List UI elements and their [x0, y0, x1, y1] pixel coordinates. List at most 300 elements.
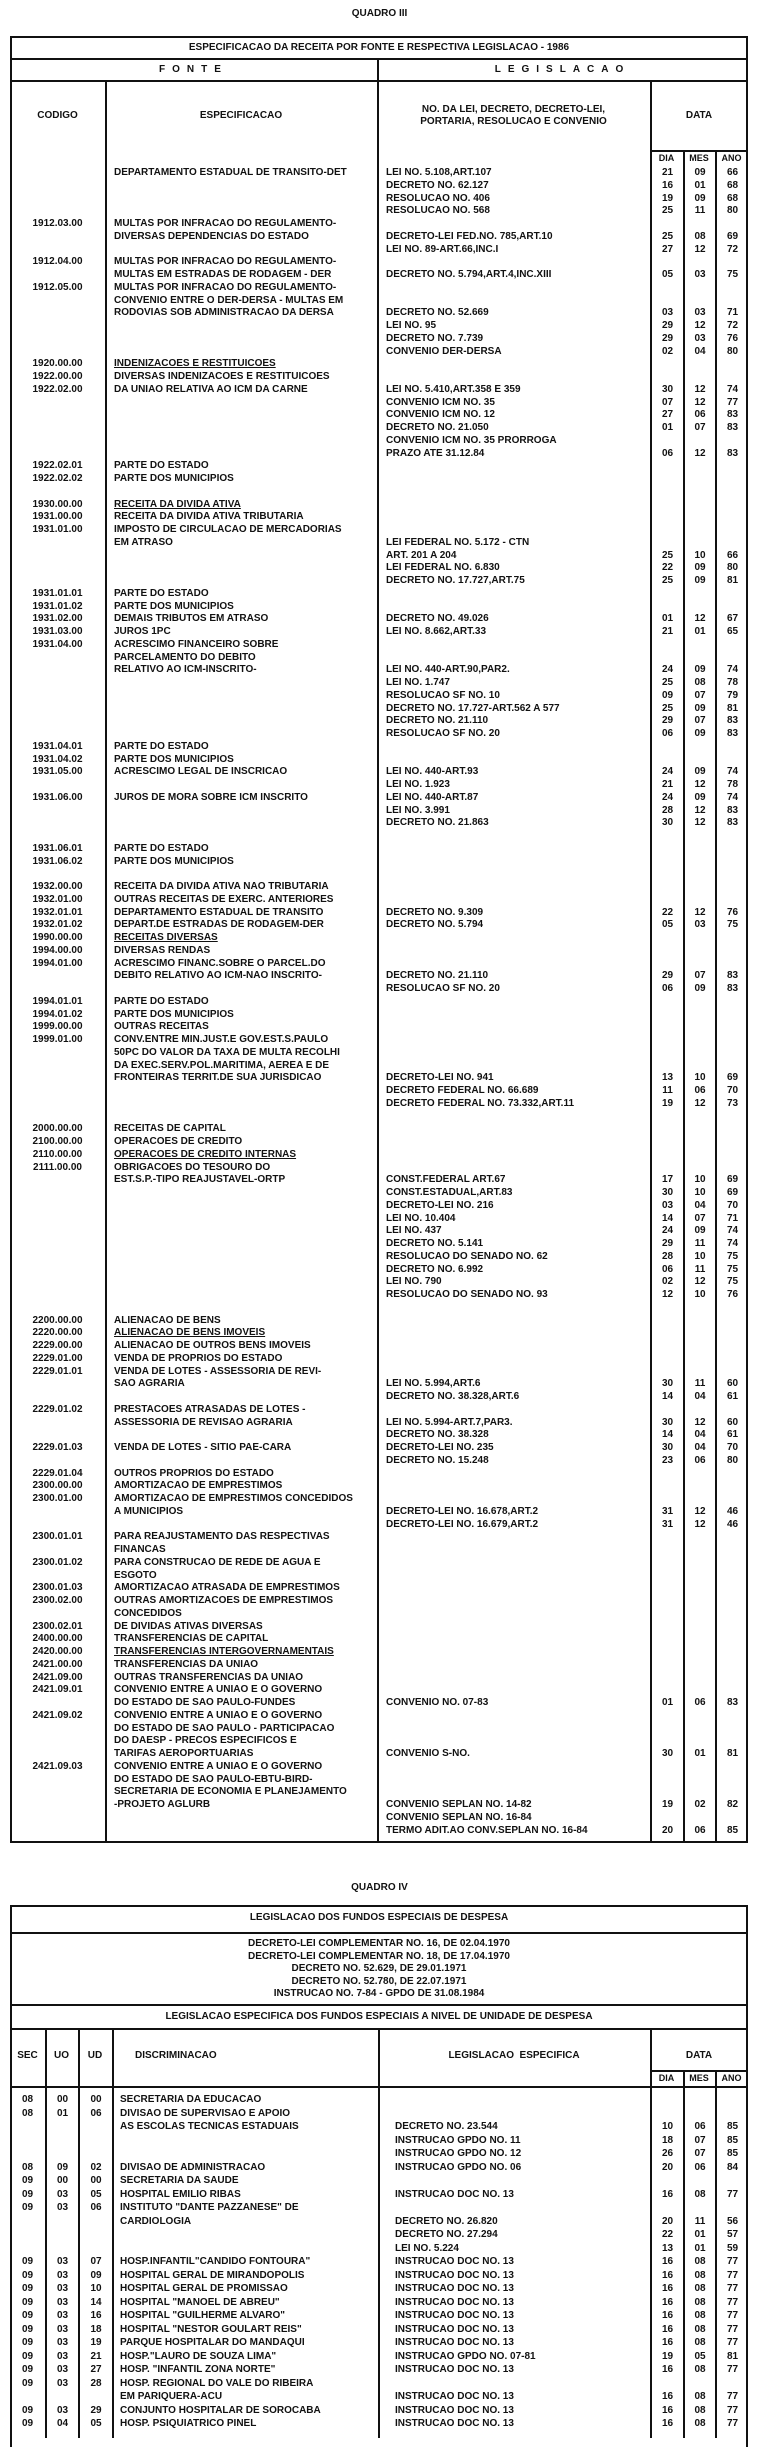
mes-cell: 08 [694, 2296, 706, 2308]
table-row [0, 703, 759, 715]
table-row [0, 537, 759, 549]
codigo-cell: 1994.01.02 [32, 1008, 83, 1020]
ano-cell: 77 [726, 2296, 739, 2308]
codigo-cell: 1999.00.00 [32, 1021, 83, 1033]
discriminacao-cell: HOSPITAL "NESTOR GOULART REIS" [120, 2323, 302, 2335]
table-row [0, 486, 759, 498]
mes-cell: 01 [694, 2229, 706, 2240]
codigo-cell: 2220.00.00 [32, 1327, 83, 1339]
dia-cell: 07 [661, 396, 674, 408]
ano-cell: 80 [726, 562, 739, 574]
codigo-cell: 2229.01.01 [32, 1365, 83, 1377]
mes-cell: 10 [694, 1072, 706, 1084]
especificacao-cell: CONCEDIDOS [114, 1607, 182, 1619]
ano-cell: 83 [726, 447, 739, 459]
ano-cell: 77 [726, 2364, 739, 2375]
table-row [0, 2256, 759, 2268]
table-row [0, 792, 759, 804]
ud-cell: 21 [90, 2350, 102, 2362]
mes-cell: 10 [694, 1289, 706, 1300]
dia-cell: 19 [661, 1799, 674, 1810]
table-row [0, 958, 759, 970]
ano-cell: 74 [726, 1225, 739, 1237]
fonte-header: FONTE [159, 64, 228, 75]
sec-cell: 09 [21, 2337, 34, 2348]
uo-cell: 03 [56, 2404, 69, 2416]
dia-cell: 25 [661, 549, 674, 561]
mes-cell: 12 [694, 906, 706, 918]
mes-cell: 12 [694, 804, 706, 816]
legislacao-cell: CONVENIO DER-DERSA [386, 345, 502, 357]
table-row [0, 2337, 759, 2349]
table-row [0, 2243, 759, 2255]
codigo-cell: 2100.00.00 [32, 1136, 83, 1147]
mes-cell: 12 [694, 383, 706, 395]
table-row [0, 715, 759, 727]
mes-cell: 04 [694, 1442, 706, 1453]
discriminacao-cell: HOSP. "INFANTIL ZONA NORTE" [120, 2364, 276, 2375]
table-row [0, 2310, 759, 2322]
codigo-cell: 2300.01.00 [32, 1493, 83, 1504]
mes-cell: 11 [694, 1238, 706, 1249]
legislacao-cell: DECRETO-LEI NO. 941 [386, 1072, 494, 1084]
mes-cell: 01 [694, 626, 706, 637]
decree-line: DECRETO NO. 52.629, DE 29.01.1971 [291, 1963, 467, 1974]
especificacao-cell: CONVENIO ENTRE O DER-DERSA - MULTAS EM [114, 294, 344, 306]
legislacao-cell: RESOLUCAO SF NO. 20 [386, 983, 500, 994]
table-row [0, 435, 759, 447]
table-row [0, 1302, 759, 1314]
legislacao-cell: CONVENIO SEPLAN NO. 16-84 [386, 1811, 532, 1823]
especificacao-cell: ALIENACAO DE OUTROS BENS IMOVEIS [114, 1340, 311, 1351]
legislacao-cell: DECRETO NO. 17.727-ART.562 A 577 [386, 702, 560, 714]
ano-cell: 75 [726, 269, 739, 280]
codigo-cell: 1990.00.00 [32, 932, 83, 943]
sec-cell: 08 [21, 2094, 34, 2105]
codigo-cell: 1931.04.00 [32, 638, 83, 650]
legislacao-col-header-1: NO. DA LEI, DECRETO, DECRETO-LEI, [421, 104, 606, 115]
dia-cell: 19 [661, 192, 674, 204]
discriminacao-cell: DIVISAO DE SUPERVISAO E APOIO [120, 2107, 291, 2119]
ano-cell: 60 [726, 1416, 739, 1428]
table-row [0, 282, 759, 294]
codigo-cell: 2111.00.00 [33, 1161, 82, 1173]
dia-cell: 24 [661, 1225, 674, 1237]
ano-cell: 77 [726, 2310, 739, 2321]
legislacao-cell: CONVENIO ICM NO. 35 [386, 396, 495, 408]
especificacao-cell: PARA REAJUSTAMENTO DAS RESPECTIVAS [114, 1531, 330, 1543]
legislacao-cell: INSTRUCAO GPDO NO. 07-81 [395, 2350, 536, 2362]
codigo-cell: 1922.02.02 [32, 473, 83, 484]
ano-cell: 83 [726, 1697, 739, 1708]
legislacao-cell: RESOLUCAO NO. 568 [386, 205, 490, 217]
legislacao-cell: CONVENIO SEPLAN NO. 14-82 [386, 1799, 532, 1810]
legislacao-cell: INSTRUCAO DOC NO. 13 [395, 2283, 514, 2294]
ano-cell: 74 [726, 766, 739, 778]
table-row [0, 244, 759, 256]
table-row [0, 1034, 759, 1046]
legislacao-header: LEGISLACAO [494, 64, 631, 75]
dia-cell: 28 [661, 1250, 674, 1262]
especificacao-cell: CONVENIO ENTRE A UNIAO E O GOVERNO [114, 1709, 323, 1721]
table-row [0, 677, 759, 689]
ano-cell: 79 [726, 689, 739, 701]
especificacao-cell: PARTE DOS MUNICIPIOS [114, 1008, 234, 1020]
especificacao-cell: PARTE DO ESTADO [114, 995, 209, 1007]
table-row [0, 269, 759, 281]
table-row [0, 1251, 759, 1263]
legislacao-cell: CONVENIO ICM NO. 12 [386, 409, 495, 421]
especificacao-cell: TARIFAS AEROPORTUARIAS [114, 1748, 254, 1759]
dia-cell: 22 [661, 906, 674, 918]
ano-cell: 75 [726, 1250, 739, 1262]
data-header-q4: DATA [685, 2050, 713, 2061]
table-row [0, 2297, 759, 2309]
mes-cell: 09 [694, 664, 706, 676]
dia-cell: 02 [661, 1276, 674, 1288]
dia-cell: 23 [661, 1454, 674, 1466]
codigo-cell: 2229.01.00 [32, 1352, 83, 1364]
sec-cell: 09 [21, 2256, 34, 2267]
table-row [0, 1353, 759, 1365]
ud-cell: 06 [90, 2107, 102, 2119]
dia-cell: 30 [661, 1748, 674, 1759]
mes-cell: 07 [694, 715, 706, 727]
ano-cell: 68 [726, 192, 739, 204]
codigo-cell: 1931.01.01 [32, 587, 83, 599]
table-row [0, 384, 759, 396]
dia-cell: 05 [661, 919, 674, 931]
quadro-iv-subtitle: LEGISLACAO ESPECIFICA DOS FUNDOS ESPECIAIS A NIVEL DE UNIDADE DE DESPESA [165, 2011, 593, 2022]
codigo-cell: 1931.04.01 [32, 740, 83, 752]
table-row [0, 1761, 759, 1773]
codigo-cell: 2300.00.00 [32, 1480, 83, 1492]
codigo-cell: 1931.03.00 [32, 626, 83, 637]
especificacao-cell: ACRESCIMO LEGAL DE INSCRICAO [114, 766, 288, 778]
especificacao-cell: DA EXEC.SERV.POL.MARITIMA, AEREA E DE [114, 1059, 330, 1071]
table-row [0, 805, 759, 817]
ano-cell: 65 [726, 626, 739, 637]
uo-cell: 09 [56, 2161, 69, 2173]
discriminacao-cell: HOSPITAL EMILIO RIBAS [120, 2188, 241, 2200]
mes-cell: 04 [694, 1391, 706, 1402]
mes-cell: 12 [694, 396, 706, 408]
legislacao-cell: LEI NO. 440-ART.90,PAR2. [386, 664, 510, 676]
mes-cell: 11 [694, 2215, 706, 2227]
ano-cell: 77 [726, 2418, 739, 2429]
legislacao-cell: DECRETO-LEI FED.NO. 785,ART.10 [386, 230, 553, 242]
uo-cell: 03 [56, 2269, 69, 2281]
table-row [0, 524, 759, 536]
ano-cell: 57 [726, 2229, 739, 2240]
dia-cell: 01 [661, 613, 674, 625]
table-row [0, 511, 759, 523]
table-row [0, 1213, 759, 1225]
dia-cell: 31 [661, 1505, 674, 1517]
table-row [0, 1289, 759, 1301]
legislacao-cell: LEI NO. 5.994,ART.6 [386, 1378, 481, 1390]
discriminacao-cell: HOSP."LAURO DE SOUZA LIMA" [120, 2350, 277, 2362]
table-row [0, 193, 759, 205]
especificacao-cell: DO ESTADO DE SAO PAULO - PARTICIPACAO [114, 1722, 335, 1734]
legislacao-cell: INSTRUCAO DOC NO. 13 [395, 2418, 514, 2429]
dia-cell: 06 [661, 728, 674, 739]
discriminacao-cell: EM PARIQUERA-ACU [120, 2391, 223, 2402]
legislacao-cell: DECRETO NO. 27.294 [395, 2229, 498, 2240]
table-row [0, 2108, 759, 2120]
dia-cell: 16 [661, 2310, 674, 2321]
table-row [0, 2216, 759, 2228]
codigo-cell: 1931.01.02 [32, 600, 83, 612]
table-row [0, 1557, 759, 1569]
table-row [0, 1480, 759, 1492]
ano-cell: 75 [726, 1263, 739, 1275]
ano-cell: 84 [726, 2161, 739, 2173]
especificacao-cell: OUTROS PROPRIOS DO ESTADO [114, 1467, 274, 1479]
uo-cell: 03 [56, 2202, 69, 2213]
uo-cell: 03 [56, 2323, 69, 2335]
table-row [0, 601, 759, 613]
especificacao-cell: OUTRAS TRANSFERENCIAS DA UNIAO [114, 1671, 304, 1683]
codigo-cell: 1932.01.00 [32, 893, 83, 905]
codigo-cell: 1931.00.00 [32, 511, 83, 523]
legislacao-cell: LEI NO. 10.404 [386, 1212, 456, 1224]
table-row [0, 218, 759, 230]
mes-cell: 07 [694, 2148, 706, 2159]
especificacao-cell: DO DAESP - PRECOS ESPECIFICOS E [114, 1735, 297, 1747]
uo-cell: 03 [56, 2337, 69, 2348]
dia-cell: 18 [661, 2134, 674, 2146]
ano-cell: 72 [726, 320, 739, 331]
sec-cell: 09 [21, 2188, 34, 2200]
ud-cell: 10 [90, 2283, 102, 2294]
table-row [0, 1544, 759, 1556]
dia-cell: 16 [661, 2188, 674, 2200]
table-row [0, 1174, 759, 1186]
legislacao-cell: INSTRUCAO DOC NO. 13 [395, 2404, 514, 2416]
legislacao-cell: LEI FEDERAL NO. 6.830 [386, 562, 500, 574]
discriminacao-cell: CARDIOLOGIA [120, 2215, 192, 2227]
codigo-cell: 2421.09.00 [32, 1671, 83, 1683]
table-row [0, 1187, 759, 1199]
table-row [0, 1570, 759, 1582]
uo-cell: 03 [56, 2283, 69, 2294]
mes-cell: 12 [694, 1518, 706, 1530]
codigo-cell: 1932.01.01 [32, 906, 83, 918]
table-row [0, 346, 759, 358]
codigo-cell: 1922.02.00 [32, 383, 83, 395]
legislacao-cell: DECRETO NO. 5.141 [386, 1238, 484, 1249]
dia-cell: 16 [661, 2296, 674, 2308]
especificacao-cell: AMORTIZACAO DE EMPRESTIMOS CONCEDIDOS [114, 1493, 353, 1504]
legislacao-cell: DECRETO FEDERAL NO. 73.332,ART.11 [386, 1097, 575, 1109]
legislacao-cell: INSTRUCAO DOC NO. 13 [395, 2188, 514, 2200]
mes-cell: 10 [694, 1187, 706, 1198]
ano-cell: 85 [726, 2148, 739, 2159]
especificacao-cell: IMPOSTO DE CIRCULACAO DE MERCADORIAS [114, 524, 342, 535]
mes-cell: 08 [694, 230, 706, 242]
legislacao-cell: LEI NO. 1.923 [386, 779, 450, 790]
dia-cell: 16 [661, 2404, 674, 2416]
legislacao-cell: LEI NO. 440-ART.87 [386, 791, 479, 803]
legislacao-cell: INSTRUCAO DOC NO. 13 [395, 2310, 514, 2321]
discriminacao-cell: INSTITUTO "DANTE PAZZANESE" DE [120, 2202, 299, 2213]
table-row [0, 945, 759, 957]
dia-header-q4: DIA [658, 2073, 675, 2083]
dia-cell: 01 [661, 422, 674, 433]
legislacao-cell: CONVENIO ICM NO. 35 PRORROGA [386, 434, 557, 446]
codigo-cell: 1994.01.01 [32, 995, 83, 1007]
mes-cell: 06 [694, 2161, 706, 2173]
discriminacao-cell: HOSP. PSIQUIATRICO PINEL [120, 2418, 257, 2429]
especificacao-cell: PARCELAMENTO DO DEBITO [114, 651, 256, 663]
dia-cell: 25 [661, 230, 674, 242]
table-row [0, 1812, 759, 1824]
uo-cell: 03 [56, 2364, 69, 2375]
ano-cell: 77 [726, 2391, 739, 2402]
ano-cell: 85 [726, 2134, 739, 2146]
mes-cell: 09 [694, 562, 706, 574]
table-row [0, 1162, 759, 1174]
dia-cell: 22 [661, 2229, 674, 2240]
legislacao-cell: INSTRUCAO DOC NO. 13 [395, 2364, 514, 2375]
codigo-cell: 1922.02.01 [32, 460, 83, 472]
especificacao-cell: AMORTIZACAO DE EMPRESTIMOS [114, 1480, 283, 1492]
especificacao-cell: INDENIZACOES E RESTITUICOES [114, 358, 276, 370]
legislacao-cell: ART. 201 A 204 [386, 549, 457, 561]
especificacao-cell: OBRIGACOES DO TESOURO DO [114, 1161, 271, 1173]
discriminacao-cell: CONJUNTO HOSPITALAR DE SOROCABA [120, 2404, 321, 2416]
table-row [0, 2418, 759, 2430]
legislacao-cell: INSTRUCAO GPDO NO. 06 [395, 2161, 522, 2173]
mes-cell: 08 [694, 2323, 706, 2335]
legislacao-col-header-2: PORTARIA, RESOLUCAO E CONVENIO [420, 116, 607, 127]
dia-cell: 25 [661, 702, 674, 714]
codigo-cell: 2400.00.00 [32, 1633, 83, 1645]
table-row [0, 371, 759, 383]
ano-cell: 81 [726, 702, 739, 714]
dia-cell: 12 [661, 1289, 674, 1300]
table-row [0, 1595, 759, 1607]
sec-cell: 08 [21, 2107, 34, 2119]
legislacao-cell: DECRETO NO. 21.863 [386, 817, 489, 829]
especificacao-cell: ESGOTO [114, 1569, 157, 1581]
dia-cell: 09 [661, 689, 674, 701]
mes-cell: 11 [694, 1263, 706, 1275]
legislacao-cell: CONST.FEDERAL ART.67 [386, 1174, 506, 1186]
mes-cell: 12 [694, 1505, 706, 1517]
dia-cell: 29 [661, 970, 674, 982]
especificacao-cell: DO ESTADO DE SAO PAULO-EBTU-BIRD- [114, 1773, 313, 1785]
mes-cell: 04 [694, 345, 706, 357]
ano-cell: 73 [726, 1097, 739, 1109]
especificacao-cell: CONVENIO ENTRE A UNIAO E O GOVERNO [114, 1684, 323, 1696]
especificacao-cell: DEBITO RELATIVO AO ICM-NAO INSCRITO- [114, 970, 322, 982]
especificacao-cell: AMORTIZACAO ATRASADA DE EMPRESTIMOS [114, 1582, 340, 1594]
especificacao-cell: DA UNIAO RELATIVA AO ICM DA CARNE [114, 383, 308, 395]
dia-cell: 30 [661, 1378, 674, 1390]
mes-cell: 12 [694, 447, 706, 459]
mes-cell: 09 [694, 983, 706, 994]
table-row [0, 1225, 759, 1237]
sec-cell: 09 [21, 2296, 34, 2308]
table-row [0, 460, 759, 472]
table-row [0, 333, 759, 345]
table-row [0, 575, 759, 587]
codigo-cell: 2110.00.00 [32, 1148, 83, 1160]
table-row [0, 2094, 759, 2106]
ano-cell: 83 [726, 409, 739, 421]
table-row [0, 983, 759, 995]
dia-cell: 26 [661, 2148, 674, 2159]
legislacao-cell: INSTRUCAO DOC NO. 13 [395, 2296, 514, 2308]
ud-cell: 02 [90, 2161, 102, 2173]
uo-cell: 04 [56, 2418, 69, 2429]
ano-cell: 60 [726, 1378, 739, 1390]
especificacao-cell: PARTE DO ESTADO [114, 587, 209, 599]
table-row [0, 231, 759, 243]
codigo-cell: 1912.03.00 [32, 218, 83, 229]
legislacao-cell: INSTRUCAO GPDO NO. 11 [395, 2134, 521, 2146]
dia-cell: 30 [661, 1442, 674, 1453]
dia-cell: 10 [661, 2121, 674, 2132]
table-row [0, 2229, 759, 2241]
table-row [0, 1646, 759, 1658]
dia-cell: 20 [661, 2215, 674, 2227]
ud-cell: 14 [90, 2296, 102, 2308]
legislacao-cell: INSTRUCAO DOC NO. 13 [395, 2323, 514, 2335]
table-row [0, 180, 759, 192]
especificacao-cell: ASSESSORIA DE REVISAO AGRARIA [114, 1416, 293, 1428]
mes-cell: 06 [694, 1697, 706, 1708]
especificacao-cell: PARTE DO ESTADO [114, 842, 209, 854]
ano-cell: 85 [726, 1824, 739, 1836]
discriminacao-header: DISCRIMINACAO [135, 2050, 217, 2061]
especificacao-cell: RECEITA DA DIVIDA ATIVA TRIBUTARIA [114, 511, 304, 523]
especificacao-cell: DE DIVIDAS ATIVAS DIVERSAS [114, 1620, 263, 1632]
dia-cell: 27 [661, 409, 674, 421]
mes-cell: 12 [694, 320, 706, 331]
dia-cell: 24 [661, 791, 674, 803]
dia-cell: 16 [661, 179, 674, 191]
decree-line: DECRETO-LEI COMPLEMENTAR NO. 16, DE 02.04.1970 [248, 1938, 510, 1949]
codigo-cell: 1931.02.00 [32, 613, 83, 625]
table-row [0, 652, 759, 664]
sec-cell: 09 [21, 2175, 34, 2186]
dia-cell: 05 [661, 269, 674, 280]
especificacao-cell: FINANCAS [114, 1544, 166, 1555]
sec-cell: 09 [21, 2283, 34, 2294]
legislacao-cell: DECRETO-LEI NO. 16.678,ART.2 [386, 1505, 539, 1517]
table-row [0, 2148, 759, 2160]
mes-cell: 04 [694, 1199, 706, 1211]
table-row [0, 1672, 759, 1684]
codigo-cell: 2000.00.00 [32, 1123, 83, 1135]
table-row [0, 1366, 759, 1378]
especificacao-cell: VENDA DE LOTES - ASSESSORIA DE REVI- [114, 1365, 322, 1377]
mes-cell: 09 [694, 192, 706, 204]
legislacao-cell: CONVENIO S-NO. [386, 1748, 470, 1759]
table-row [0, 2378, 759, 2390]
dia-cell: 06 [661, 1263, 674, 1275]
mes-cell: 07 [694, 970, 706, 982]
ud-cell: 05 [90, 2188, 102, 2200]
dia-cell: 31 [661, 1518, 674, 1530]
codigo-cell: 1931.06.00 [32, 791, 83, 803]
dia-cell: 11 [662, 1085, 673, 1096]
ud-header: UD [87, 2050, 103, 2061]
dia-cell: 24 [661, 766, 674, 778]
